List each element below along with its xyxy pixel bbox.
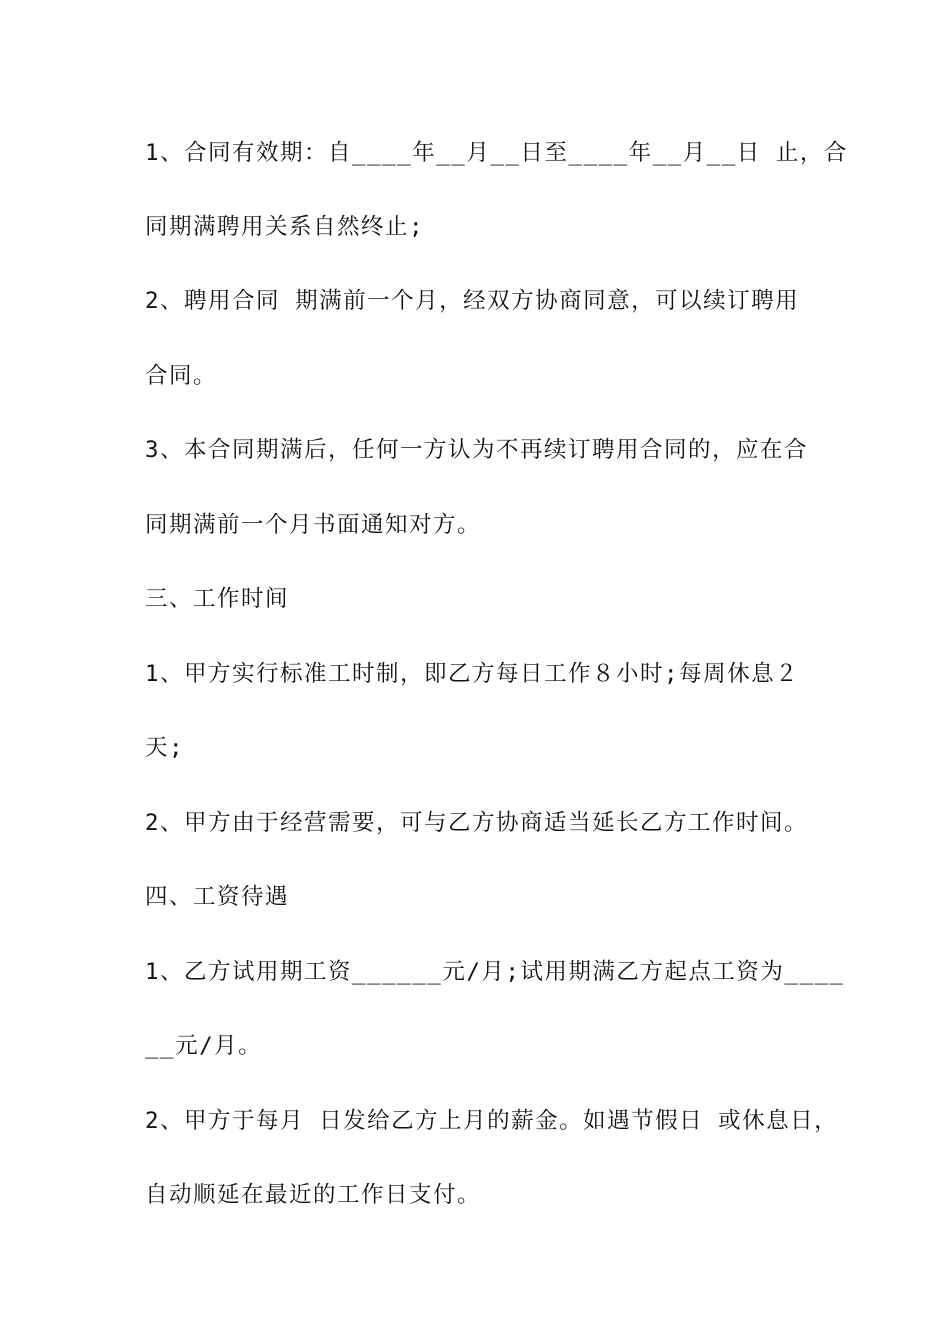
text-line: 2、聘用合同 期满前一个月，经双方协商同意，可以续订聘用	[145, 288, 800, 314]
text-line: 1、乙方试用期工资______元/月;试用期满乙方起点工资为____	[145, 959, 845, 985]
text-line: __元/月。	[145, 1033, 263, 1059]
text-line: 1、合同有效期：自____年__月__日至____年__月__日 止，合	[145, 140, 848, 166]
section-heading: 四、工资待遇	[145, 884, 290, 910]
section-heading: 三、工作时间	[145, 586, 290, 612]
text-line: 天;	[145, 735, 185, 761]
text-line: 合同。	[145, 363, 218, 389]
text-line: 同期满前一个月书面通知对方。	[145, 512, 482, 538]
text-line: 1、甲方实行标准工时制，即乙方每日工作８小时;每周休息２	[145, 661, 800, 687]
text-line: 2、甲方于每月 日发给乙方上月的薪金。如遇节假日 或休息日，	[145, 1108, 839, 1134]
text-line: 同期满聘用关系自然终止;	[145, 214, 425, 240]
text-line: 自动顺延在最近的工作日支付。	[145, 1182, 482, 1208]
text-line: 2、甲方由于经营需要，可与乙方协商适当延长乙方工作时间。	[145, 810, 809, 836]
text-line: 3、本合同期满后，任何一方认为不再续订聘用合同的，应在合	[145, 437, 809, 463]
